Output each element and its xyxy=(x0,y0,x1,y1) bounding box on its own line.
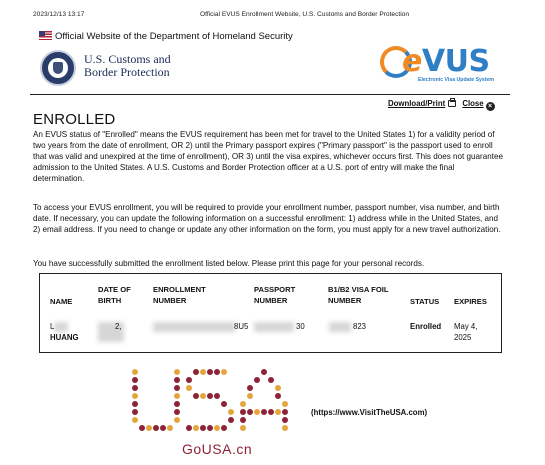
usa-logo-dot xyxy=(275,385,281,391)
usa-dot-logo[interactable] xyxy=(128,366,290,438)
cell-enrollment: 8U5 xyxy=(234,322,249,331)
evus-wordmark-rest: VUS xyxy=(421,44,490,79)
usa-logo-dot xyxy=(139,425,145,431)
usa-logo-dot xyxy=(268,377,274,383)
usa-logo-dot xyxy=(132,393,138,399)
col-header-dob: DATE OF BIRTH xyxy=(98,285,131,305)
usa-logo-dot xyxy=(221,425,227,431)
usa-logo-dot xyxy=(207,393,213,399)
usa-logo-dot xyxy=(268,409,274,415)
cbp-logo-line2: Border Protection xyxy=(84,64,170,79)
usa-logo-dot xyxy=(200,425,206,431)
usa-logo-dot xyxy=(240,409,246,415)
usa-logo-dot xyxy=(261,409,267,415)
usa-logo-dot xyxy=(282,401,288,407)
evus-tagline: Electronic Visa Update System xyxy=(418,77,495,83)
close-link[interactable]: Close xyxy=(462,99,484,108)
dhs-seal-icon xyxy=(40,50,76,86)
redacted-visa xyxy=(329,322,351,332)
print-header xyxy=(33,11,525,23)
usa-logo-dot xyxy=(275,409,281,415)
usa-logo-dot xyxy=(240,401,246,407)
usa-logo-dot xyxy=(247,385,253,391)
col-header-visa: B1/B2 VISA FOIL NUMBER xyxy=(328,285,389,305)
usa-logo-dot xyxy=(207,425,213,431)
usa-logo-dot xyxy=(167,425,173,431)
usa-logo-dot xyxy=(174,369,180,375)
evus-logo[interactable] xyxy=(380,44,510,92)
cell-visa: 823 xyxy=(353,322,367,331)
usa-logo-dot xyxy=(221,401,227,407)
usa-logo-dot xyxy=(193,369,199,375)
evus-wordmark xyxy=(402,44,490,79)
gousa-logo-text[interactable]: GoUSA.cn xyxy=(182,441,253,457)
usa-logo-dot xyxy=(186,377,192,383)
usa-logo-dot xyxy=(254,409,260,415)
cell-passport: 30 xyxy=(296,322,305,331)
page-actions xyxy=(388,99,495,111)
col-header-name: NAME xyxy=(50,297,73,306)
usa-logo-dot xyxy=(146,425,152,431)
cell-dob: 2, xyxy=(115,322,122,331)
usa-logo-dot xyxy=(132,401,138,407)
usa-logo-dot xyxy=(228,417,234,423)
cbp-logo-line1: U.S. Customs and xyxy=(84,52,171,66)
access-instructions: To access your EVUS enrollment, you will be required to provide your enrollment number, passport number, visa number, and birth date. If necessary, you can update the following information on a successful enrollment: 1) address while in the United States, and 2) email address. If you need to change or update any other information on the form, you must apply for a new travel authorization. xyxy=(33,203,501,235)
usa-logo-dot xyxy=(174,401,180,407)
submission-notice: You have successfully submitted the enrollment listed below. Please print this page for your personal records. xyxy=(33,259,425,268)
cbp-logo-text xyxy=(84,53,171,78)
usa-logo-dot xyxy=(174,385,180,391)
redacted-name xyxy=(54,322,68,332)
official-banner xyxy=(39,31,293,42)
col-header-expires: EXPIRES xyxy=(454,297,487,306)
enrollment-table xyxy=(39,273,502,353)
redacted-passport xyxy=(254,322,294,332)
usa-logo-dot xyxy=(282,417,288,423)
print-title: Official EVUS Enrollment Website, U.S. Customs and Border Protection xyxy=(200,11,410,18)
usa-logo-dot xyxy=(228,409,234,415)
redacted-enrollment xyxy=(153,322,235,332)
close-icon[interactable]: × xyxy=(486,102,495,111)
printer-icon[interactable] xyxy=(448,100,456,107)
usa-logo-dot xyxy=(261,369,267,375)
usa-logo-dot xyxy=(160,425,166,431)
usa-logo-dot xyxy=(240,425,246,431)
usa-logo-dot xyxy=(275,393,281,399)
usa-logo-dot xyxy=(132,377,138,383)
cell-name-first: L xyxy=(50,322,55,331)
cell-status: Enrolled xyxy=(410,322,442,331)
usa-logo-dot xyxy=(132,417,138,423)
usa-logo-dot xyxy=(174,417,180,423)
usa-logo-dot xyxy=(186,385,192,391)
usa-logo-dot xyxy=(247,409,253,415)
cell-name-last: HUANG xyxy=(50,333,79,342)
us-flag-icon xyxy=(39,31,52,40)
status-explanation: An EVUS status of "Enrolled" means the EVUS requirement has been met for travel to the United States 1) for a validity period of two years from the date of enrollment, OR 2) until the Primary passport expires ("Primary passport" is the passport used to enroll that was valid and unexpired at the time of enrollment), OR 3) until the visa expires, whichever occurs first. This does not guarantee admission to the United States. A U.S. Customs and Border Protection officer at a U.S. port of entry will make the final determination. xyxy=(33,130,503,184)
download-print-link[interactable]: Download/Print xyxy=(388,99,446,108)
usa-logo-dot xyxy=(200,393,206,399)
usa-logo-dot xyxy=(254,377,260,383)
usa-logo-dot xyxy=(221,369,227,375)
usa-logo-dot xyxy=(247,393,253,399)
usa-logo-dot xyxy=(214,369,220,375)
col-header-enrollment: ENROLLMENT NUMBER xyxy=(153,285,206,305)
usa-logo-dot xyxy=(132,369,138,375)
usa-logo-dot xyxy=(214,393,220,399)
header-divider xyxy=(30,94,510,95)
usa-logo-dot xyxy=(240,417,246,423)
usa-logo-dot xyxy=(132,385,138,391)
col-header-passport: PASSPORT NUMBER xyxy=(254,285,296,305)
usa-logo-dot xyxy=(132,409,138,415)
usa-logo-dot xyxy=(214,425,220,431)
usa-logo-dot xyxy=(174,409,180,415)
usa-logo-dot xyxy=(174,377,180,383)
evus-wordmark-e: e xyxy=(402,44,422,79)
print-date: 2023/12/13 13:17 xyxy=(33,11,85,18)
cbp-logo[interactable] xyxy=(38,46,198,90)
usa-logo-dot xyxy=(200,369,206,375)
visit-the-usa-link[interactable]: (https://www.VisitTheUSA.com) xyxy=(311,408,428,417)
cell-expires: May 4, 2025 xyxy=(454,322,478,342)
usa-logo-dot xyxy=(153,425,159,431)
usa-logo-dot xyxy=(174,393,180,399)
official-banner-text: Official Website of the Department of Homeland Security xyxy=(55,31,293,42)
usa-logo-dot xyxy=(207,369,213,375)
usa-logo-dot xyxy=(193,425,199,431)
usa-logo-dot xyxy=(282,425,288,431)
usa-logo-dot xyxy=(282,409,288,415)
usa-logo-dot xyxy=(186,425,192,431)
usa-logo-dot xyxy=(193,393,199,399)
col-header-status: STATUS xyxy=(410,297,440,306)
page-title: ENROLLED xyxy=(33,111,116,128)
